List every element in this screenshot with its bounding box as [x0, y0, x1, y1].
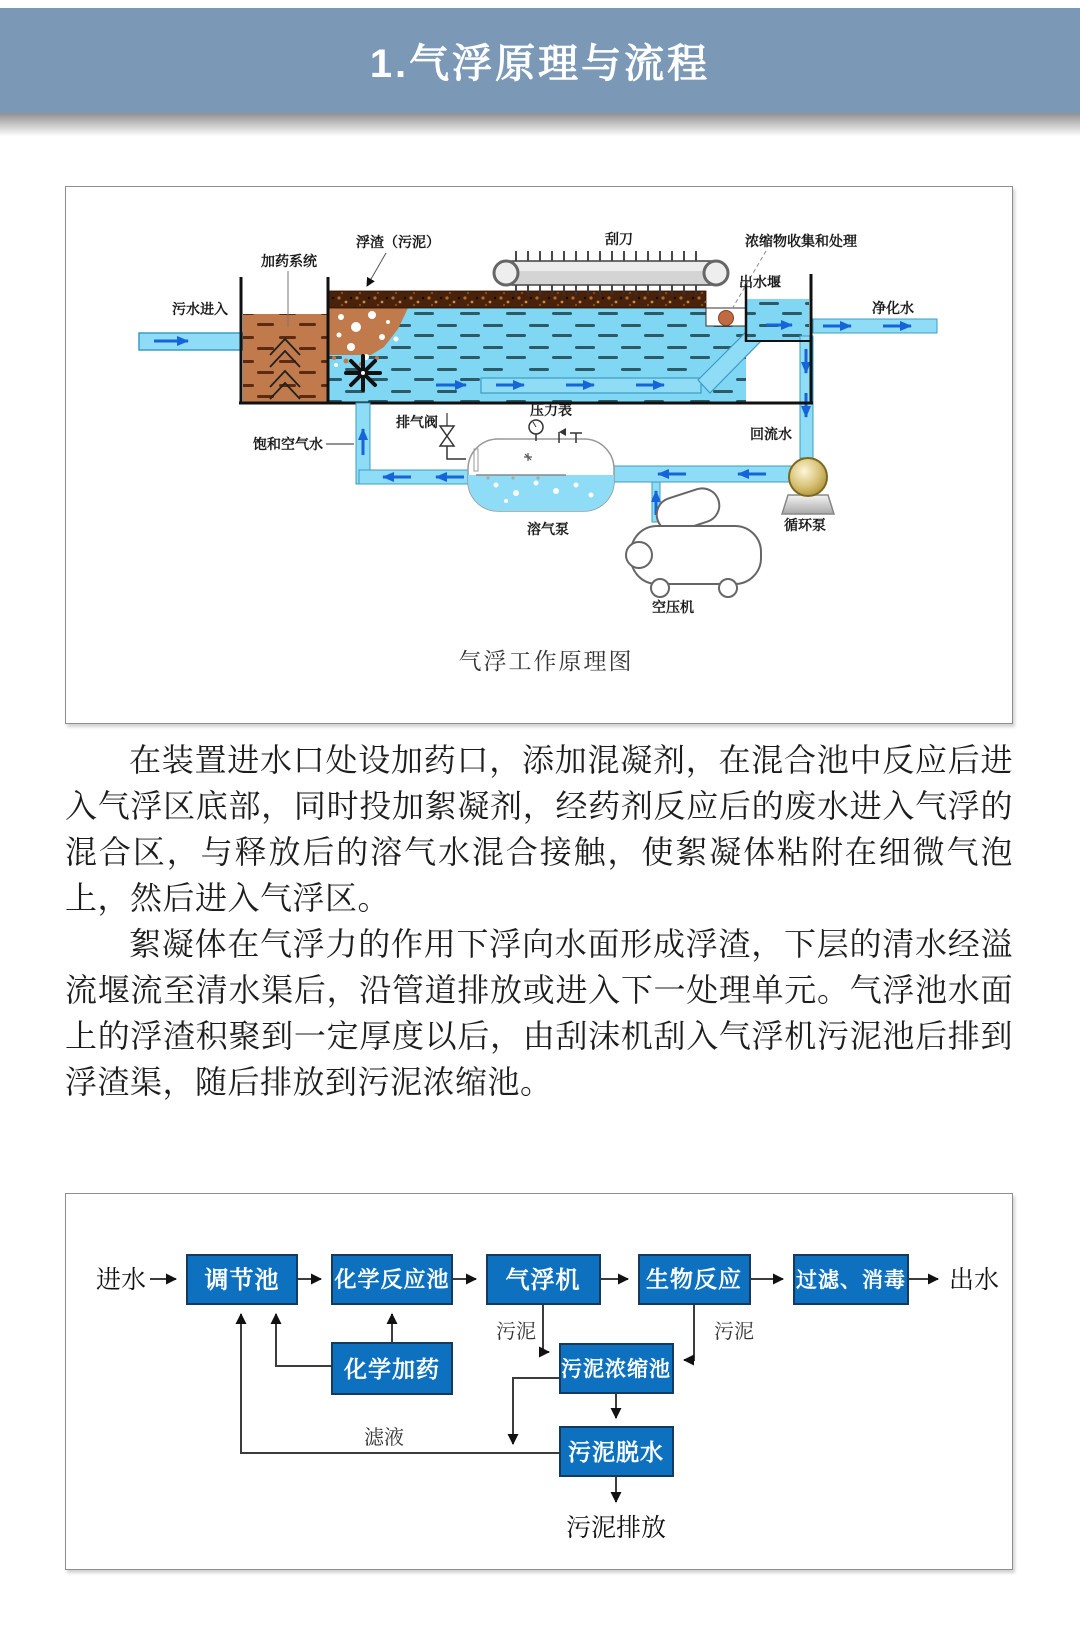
flotation-principle-figure: [65, 186, 1013, 724]
page-title: 1.气浮原理与流程: [369, 42, 711, 86]
air-compressor-label: 空压机: [652, 599, 694, 615]
process-flowchart-figure: [65, 1193, 1013, 1570]
figure1-caption: 气浮工作原理图: [458, 648, 634, 674]
flow-inlet-label: 进水: [95, 1266, 147, 1294]
flotation-diagram: [66, 187, 1012, 723]
exhaust-valve-label: 排气阀: [396, 414, 438, 430]
header-banner: [0, 8, 1080, 113]
saturated-label: 饱和空气水: [253, 436, 323, 452]
box-filtration-disinfection-label: 过滤、消毒: [796, 1269, 906, 1292]
process-flowchart: [66, 1194, 1012, 1569]
paragraph-1: 在装置进水口处设加药口，添加混凝剂，在混合池中反应后进入气浮区底部，同时投加絮凝剂，经药剂反应后的废水进入气浮的混合区，与释放后的溶气水混合接触，使絮凝体粘附在细微气泡上，然后进入气浮区。: [65, 742, 1013, 916]
concentrate-label: 浓缩物收集和处理: [745, 233, 857, 249]
air-compressor: [626, 482, 761, 597]
mixing-chamber: [243, 314, 327, 402]
flow-connectors: [150, 1279, 938, 1502]
box-flotation-machine-label: 气浮机: [505, 1267, 581, 1294]
scum-outlet-ball: [719, 311, 734, 326]
pressure-gauge-label: 压力表: [530, 402, 572, 418]
circulating-pump-label: 循环泵: [784, 517, 826, 533]
box-biological-reaction-label: 生物反应: [646, 1266, 742, 1292]
dosing-label: 加药系统: [261, 253, 317, 269]
box-chemical-dosing-label: 化学加药: [344, 1356, 440, 1382]
sludge-discharge-label: 污泥排放: [565, 1514, 667, 1542]
weir-label: 出水堰: [739, 274, 781, 290]
scraper: [494, 251, 728, 295]
box-sludge-dewatering-label: 污泥脱水: [568, 1439, 664, 1465]
clear-water-chamber: [746, 299, 809, 341]
banner-shadow: [0, 113, 1080, 139]
filtrate-label: 滤液: [364, 1427, 404, 1449]
return-water-label: 回流水: [750, 426, 792, 442]
box-regulating-tank-label: 调节池: [204, 1267, 280, 1294]
clean-water-label: 净化水: [872, 300, 914, 316]
body-text: [65, 737, 1013, 1105]
inlet-pipe: [139, 333, 243, 350]
exhaust-valve: [440, 413, 466, 459]
flow-outlet-label: 出水: [948, 1266, 1000, 1294]
box-chemical-reaction-tank-label: 化学反应池: [334, 1267, 450, 1292]
sludge-label-1: 污泥: [496, 1321, 536, 1343]
scum-label: 浮渣（污泥）: [356, 234, 440, 250]
dissolved-air-tank-label: 溶气泵: [527, 521, 569, 537]
impeller: [346, 356, 380, 390]
purified-water-pipe: [813, 319, 937, 333]
paragraph-2: 絮凝体在气浮力的作用下浮向水面形成浮渣，下层的清水经溢流堰流至清水渠后，沿管道排放或进入下一处理单元。气浮池水面上的浮渣积聚到一定厚度以后，由刮沫机刮入气浮机污泥池后排到浮渣渠，随后排放到污泥浓缩池。: [65, 926, 1013, 1100]
dissolved-air-tank: [468, 439, 614, 511]
box-sludge-thickening-tank-label: 污泥浓缩池: [561, 1358, 671, 1381]
inlet-label: 污水进入: [172, 301, 228, 317]
sludge-label-2: 污泥: [714, 1321, 754, 1343]
scraper-label: 刮刀: [605, 231, 633, 247]
